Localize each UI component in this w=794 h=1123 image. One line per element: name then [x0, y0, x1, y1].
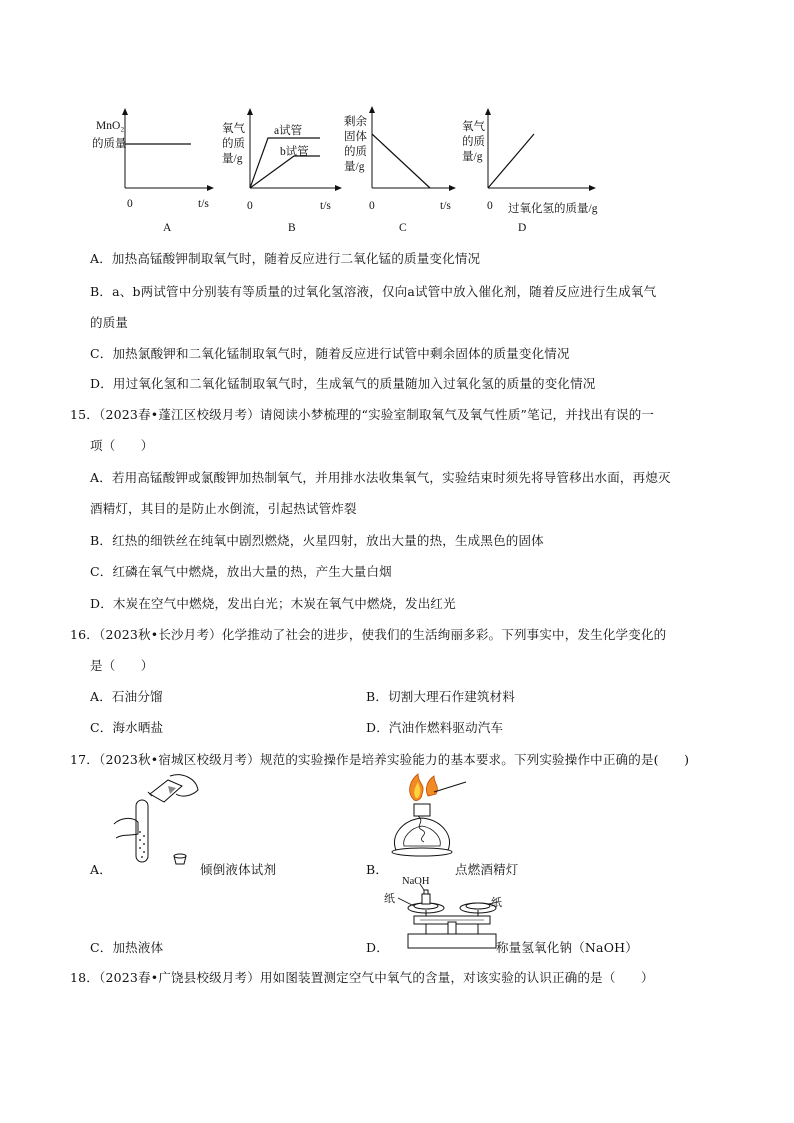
- graph-a-letter: A: [163, 222, 172, 234]
- q14-option-c: C．加热氯酸钾和二氧化锰制取氧气时，随着反应进行试管中剩余固体的质量变化情况: [90, 346, 570, 361]
- q17-option-a-letter: A．: [90, 862, 112, 877]
- q14-option-d: D．用过氧化氢和二氧化锰制取氧气时，生成氧气的质量随加入过氧化氢的质量的变化情况: [90, 376, 596, 391]
- graph-c-ylabel-4: 量/g: [344, 161, 365, 173]
- balance-paper-right-label: 纸: [491, 897, 502, 909]
- balance-naoh-label: NaOH: [402, 876, 430, 887]
- q16-option-d: D．汽油作燃料驱动汽车: [366, 720, 504, 735]
- graph-c-letter: C: [399, 222, 407, 234]
- graph-c-ylabel-1: 剩余: [344, 116, 367, 128]
- q16-option-c: C．海水晒盐: [90, 720, 164, 735]
- q15-option-c: C．红磷在氧气中燃烧，放出大量的热，产生大量白烟: [90, 564, 392, 579]
- q16-option-b: B．切割大理石作建筑材料: [366, 689, 516, 704]
- graph-c-ylabel-3: 的质: [344, 146, 367, 158]
- figure-balance-weighing: [380, 876, 500, 954]
- q17-stem: 17．（2023秋•宿城区校级月考）规范的实验操作是培养实验能力的基本要求。下列实验操作中正确的是( ): [70, 752, 690, 767]
- q15-stem-line1: 15．（2023春•蓬江区校级月考）请阅读小梦梳理的“实验室制取氧气及氧气性质”笔记，并找出有误的一: [70, 407, 655, 422]
- q17-option-d-text: 称量氢氧化钠（NaOH）: [496, 940, 638, 955]
- q17-option-a-text: 倾倒液体试剂: [200, 862, 277, 877]
- q16-stem-line1: 16．（2023秋•长沙月考）化学推动了社会的进步，使我们的生活绚丽多彩。下列事实中，发生化学变化的: [70, 627, 667, 642]
- graph-b-letter: B: [288, 222, 296, 234]
- graph-b-origin: 0: [247, 200, 253, 212]
- graph-c-xlabel: t/s: [440, 200, 451, 212]
- q14-option-b-line1: B．a、b两试管中分别装有等质量的过氧化氢溶液，仅向a试管中放入催化剂，随着反应进行生成氧气: [90, 284, 657, 299]
- q14-option-a: A．加热高锰酸钾制取氧气时，随着反应进行二氧化锰的质量变化情况: [90, 251, 481, 266]
- graph-b-curve-b-label: b试管: [280, 146, 309, 158]
- graph-d-letter: D: [518, 222, 527, 234]
- q16-stem-line2: 是（ ）: [90, 658, 154, 673]
- figure-pouring-liquid: [110, 772, 206, 882]
- graph-d-ylabel-1: 氧气: [462, 121, 485, 133]
- q15-option-a-line1: A．若用高锰酸钾或氯酸钾加热制氧气，并用排水法收集氧气，实验结束时须先将导管移出水面，再熄灭: [90, 470, 671, 485]
- graph-d-ylabel-2: 的质: [462, 136, 485, 148]
- q17-option-b-text: 点燃酒精灯: [455, 862, 519, 877]
- graph-d-origin: 0: [487, 200, 493, 212]
- q15-option-a-line2: 酒精灯，其目的是防止水倒流，引起热试管炸裂: [90, 501, 357, 516]
- graph-c-origin: 0: [369, 200, 375, 212]
- q14-option-b-line2: 的质量: [90, 315, 129, 330]
- graph-d-ylabel-3: 量/g: [462, 151, 483, 163]
- graph-b-ylabel-2: 的质: [222, 138, 245, 150]
- graph-a-xlabel: t/s: [198, 198, 209, 210]
- q17-option-d-letter: D．: [366, 940, 389, 955]
- graph-b-ylabel-3: 量/g: [222, 153, 243, 165]
- q15-option-b: B．红热的细铁丝在纯氧中剧烈燃烧，火星四射，放出大量的热，生成黑色的固体: [90, 533, 544, 548]
- graph-d-xlabel: 过氧化氢的质量/g: [508, 203, 598, 215]
- q18-stem: 18．（2023春•广饶县校级月考）用如图装置测定空气中氧气的含量，对该实验的认识正确的是（ ）: [70, 970, 654, 985]
- graph-b-ylabel-1: 氧气: [222, 123, 245, 135]
- q15-option-d: D．木炭在空气中燃烧，发出白光；木炭在氧气中燃烧，发出红光: [90, 596, 456, 611]
- graph-b-curve-a-label: a试管: [274, 125, 303, 137]
- graph-a-ylabel-1: MnO₂: [96, 120, 125, 132]
- q17-option-c: C．加热液体: [90, 940, 164, 955]
- graph-c-ylabel-2: 固体: [344, 131, 367, 143]
- q15-stem-line2: 项（ ）: [90, 438, 154, 453]
- graph-a-ylabel-2: 的质量: [92, 138, 127, 150]
- graph-a-origin: 0: [127, 198, 133, 210]
- q17-option-b-letter: B．: [366, 862, 389, 877]
- balance-paper-left-label: 纸: [384, 893, 395, 905]
- graph-b-xlabel: t/s: [320, 200, 331, 212]
- q16-option-a: A．石油分馏: [90, 689, 163, 704]
